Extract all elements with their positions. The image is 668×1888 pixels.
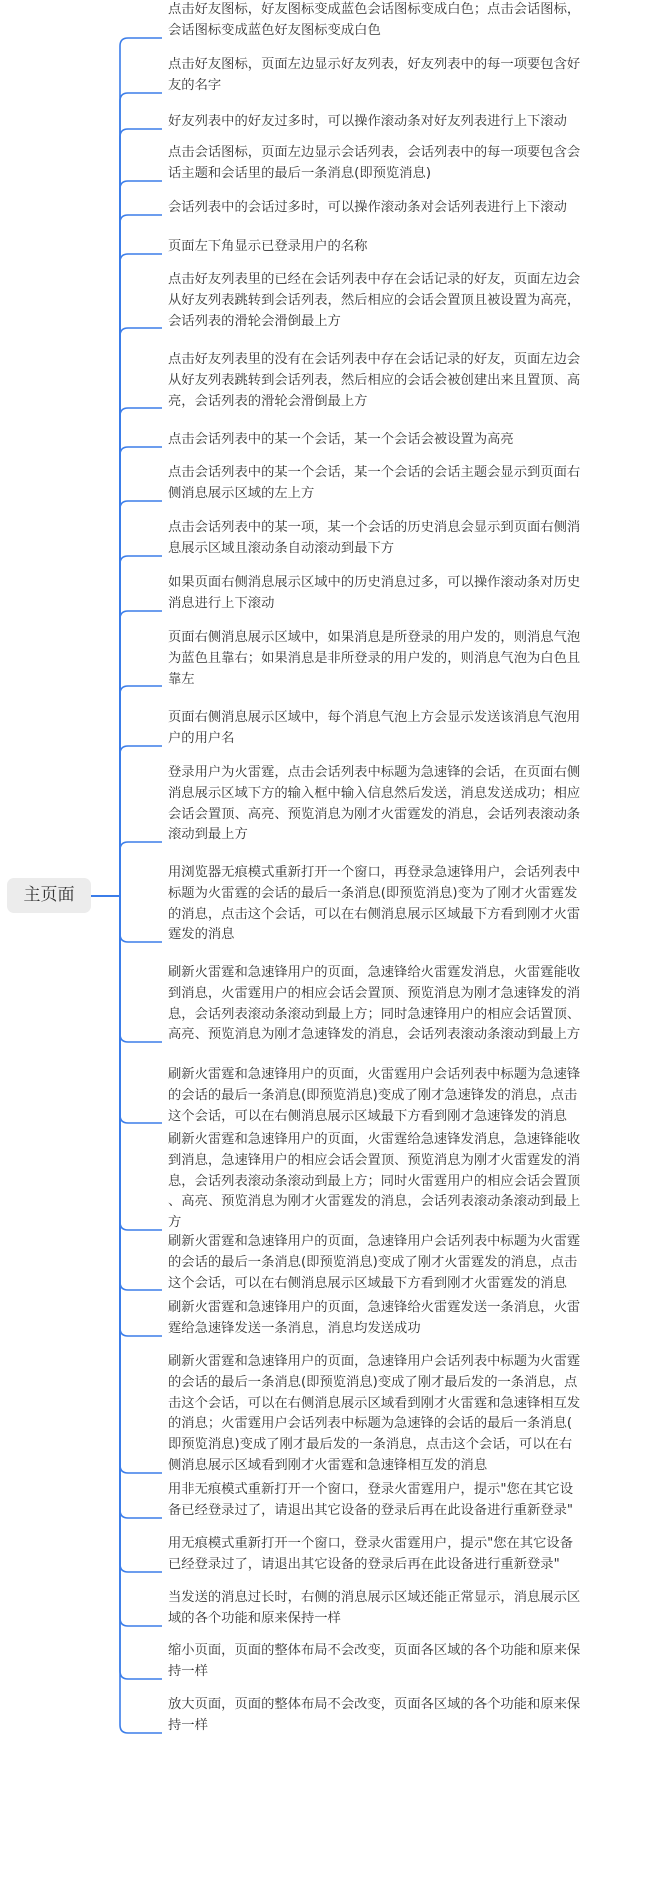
- branch-node: 缩小页面，页面的整体布局不会改变，页面各区域的各个功能和原来保 持一样: [168, 1643, 581, 1679]
- branch-node: 点击好友列表里的已经在会话列表中存在会话记录的好友，页面左边会 从好友列表跳转到会话列表，然后相应的会话会置顶且被设置为高亮， 会话列表的滑轮会滑倒最上方: [168, 272, 581, 329]
- branch-connector: [120, 686, 162, 896]
- branch-node: 页面右侧消息展示区域中，如果消息是所登录的用户发的，则消息气泡 为蓝色且靠右；如果消息是非所登录的用户发的，则消息气泡为白色且 靠左: [168, 630, 581, 687]
- branch-connector: [120, 842, 162, 896]
- branch-node: 刷新火雷霆和急速锋用户的页面，急速锋用户会话列表中标题为火雷霆 的会话的最后一条消息(即预览消息)变成了刚才火雷霆发的消息，点击 这个会话，可以在右侧消息展示区域最下方看到刚才火雷霆发的消息: [168, 1234, 581, 1291]
- branch-connector: [120, 254, 162, 896]
- branch-node: 刷新火雷霆和急速锋用户的页面，火雷霆给急速锋发消息，急速锋能收 到消息，急速锋用户的相应会话会置顶、预览消息为刚才火雷霆发的消 息，会话列表滚动条滚动到最上方；同时火雷霆用户的相应会话会置顶 、高亮、预览消息为刚才火雷霆发的消息，会话列表滚动条滚动到最上 方: [168, 1132, 581, 1231]
- branch-node: 页面右侧消息展示区域中，每个消息气泡上方会显示发送该消息气泡用 户的用户名: [168, 710, 581, 746]
- branch-connector: [120, 556, 162, 896]
- branch-connector: [120, 746, 162, 896]
- branch-connector: [120, 328, 162, 896]
- root-node: 主页面: [7, 878, 91, 913]
- branch-connector: [120, 896, 162, 1473]
- branch-node: 点击好友列表里的没有在会话列表中存在会话记录的好友，页面左边会 从好友列表跳转到会话列表，然后相应的会话会被创建出来且置顶、高 亮，会话列表的滑轮会滑倒最上方: [168, 352, 581, 409]
- branch-node: 会话列表中的会话过多时，可以操作滚动条对会话列表进行上下滚动: [168, 200, 567, 215]
- branch-connector: [120, 896, 162, 1733]
- branch-node: 点击好友图标，好友图标变成蓝色会话图标变成白色；点击会话图标， 会话图标变成蓝色好友图标变成白色: [168, 2, 581, 38]
- branch-connector: [120, 896, 162, 1290]
- branch-connector: [120, 447, 162, 896]
- branch-node: 用无痕模式重新打开一个窗口，登录火雷霆用户，提示"您在其它设备 已经登录过了，请退出其它设备的登录后再在此设备进行重新登录": [168, 1536, 574, 1572]
- branch-connector: [120, 38, 162, 896]
- branch-connector: [120, 896, 162, 1336]
- branch-connector: [120, 896, 162, 1230]
- branch-node: 刷新火雷霆和急速锋用户的页面，火雷霆用户会话列表中标题为急速锋 的会话的最后一条消息(即预览消息)变成了刚才急速锋发的消息，点击 这个会话，可以在右侧消息展示区域最下方看到刚才急速锋发的消息: [168, 1067, 581, 1124]
- branch-connector: [120, 896, 162, 1518]
- branch-connector: [120, 896, 162, 942]
- branch-connector: [120, 611, 162, 896]
- branch-connector: [120, 93, 162, 896]
- branch-connector: [120, 896, 162, 1042]
- branch-node: 点击会话图标，页面左边显示会话列表，会话列表中的每一项要包含会 话主题和会话里的最后一条消息(即预览消息): [168, 145, 581, 181]
- branch-connector: [120, 896, 162, 1626]
- branch-connector: [120, 129, 162, 896]
- branch-node: 点击会话列表中的某一个会话，某一个会话会被设置为高亮: [168, 432, 514, 447]
- branch-node: 登录用户为火雷霆，点击会话列表中标题为急速锋的会话，在页面右侧 消息展示区域下方的输入框中输入信息然后发送，消息发送成功；相应 会话会置顶、高亮、预览消息为刚才火雷霆发的消息，会话列表滚动条 滚动到最上方: [168, 765, 581, 843]
- branch-node: 刷新火雷霆和急速锋用户的页面，急速锋用户会话列表中标题为火雷霆 的会话的最后一条消息(即预览消息)变成了刚才最后发的一条消息，点 击这个会话，可以在右侧消息展示区域看到刚才火雷霆和急速锋相互发 的消息；火雷霆用户会话列表中标题为急速锋的会话的最后一条消息( 即预览消息)变成了刚才最后发的一条消息，点击这个会话，可以在右 侧消息展示区域看到刚才火雷霆和急速锋相互发的消息: [168, 1354, 581, 1473]
- branch-node: 放大页面，页面的整体布局不会改变，页面各区域的各个功能和原来保 持一样: [168, 1697, 581, 1733]
- branch-node: 好友列表中的好友过多时，可以操作滚动条对好友列表进行上下滚动: [168, 114, 567, 129]
- branch-node: 刷新火雷霆和急速锋用户的页面，急速锋给火雷霆发消息，火雷霆能收 到消息，火雷霆用户的相应会话会置顶、预览消息为刚才急速锋发的消 息，会话列表滚动条滚动到最上方；同时急速锋用户的相应会话置顶、 高亮、预览消息为刚才急速锋发的消息，会话列表滚动条滚动到最上方: [168, 965, 581, 1043]
- branch-connector: [120, 181, 162, 896]
- branch-connector: [120, 896, 162, 1123]
- branch-node: 刷新火雷霆和急速锋用户的页面，急速锋给火雷霆发送一条消息，火雷 霆给急速锋发送一条消息，消息均发送成功: [168, 1300, 581, 1336]
- branch-connector: [120, 896, 162, 1679]
- branch-connector: [120, 896, 162, 1572]
- branch-node: 用浏览器无痕模式重新打开一个窗口，再登录急速锋用户，会话列表中 标题为火雷霆的会话的最后一条消息(即预览消息)变为了刚才火雷霆发 的消息，点击这个会话，可以在右侧消息展示区域最下方看到刚才火雷 霆发的消息: [168, 865, 581, 943]
- branch-node: 当发送的消息过长时，右侧的消息展示区域还能正常显示，消息展示区 域的各个功能和原来保持一样: [168, 1590, 581, 1626]
- branch-node: 点击会话列表中的某一项，某一个会话的历史消息会显示到页面右侧消 息展示区域且滚动条自动滚动到最下方: [168, 520, 581, 556]
- branch-node: 页面左下角显示已登录用户的名称: [168, 239, 368, 254]
- branch-connector: [120, 408, 162, 896]
- branch-node: 点击会话列表中的某一个会话，某一个会话的会话主题会显示到页面右 侧消息展示区域的左上方: [168, 465, 581, 501]
- branch-node: 点击好友图标，页面左边显示好友列表，好友列表中的每一项要包含好 友的名字: [168, 57, 581, 93]
- branch-node: 如果页面右侧消息展示区域中的历史消息过多，可以操作滚动条对历史 消息进行上下滚动: [168, 575, 581, 611]
- branch-connector: [120, 501, 162, 896]
- branch-node: 用非无痕模式重新打开一个窗口，登录火雷霆用户，提示"您在其它设 备已经登录过了，请退出其它设备的登录后再在此设备进行重新登录": [168, 1482, 574, 1518]
